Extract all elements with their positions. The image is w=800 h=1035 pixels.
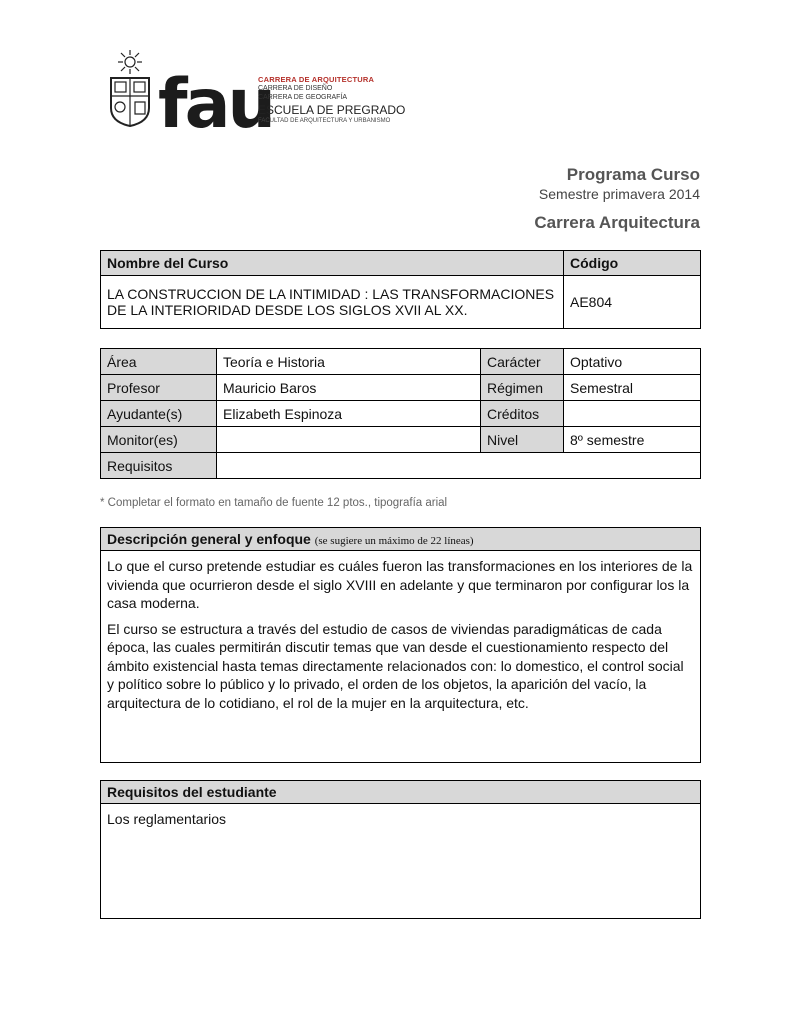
logo-line: ESCUELA DE PREGRADO <box>258 103 406 117</box>
requisitos-value <box>217 453 701 479</box>
descripcion-paragraph: Lo que el curso pretende estudiar es cuáles fueron las transformaciones en los interiores de la vivienda que ocurrieron desde el siglo XVIII en adelante y que terminaron por configurar los la casa moderna. <box>107 558 693 611</box>
nivel-value: 8º semestre <box>564 427 701 453</box>
descripcion-paragraph: El curso se estructura a través del estudio de casos de viviendas paradigmáticas de cada época, las cuales permitirán discutir temas que van desde el cuestionamiento respecto del ámbito existencial hasta temas directamente relacionados con: lo domestico, el control social y político sobre lo público y lo privado, el orden de los objetos, la aparición del vacío, la arquitectura de lo cotidiano, el rol de la mujer en la arquitectura, etc. <box>107 620 684 711</box>
creditos-value <box>564 401 701 427</box>
descripcion-body <box>101 551 700 725</box>
faculty-logo <box>108 50 408 144</box>
requisitos-estudiante-body: Los reglamentarios <box>107 811 227 827</box>
programa-title: Programa Curso <box>566 165 700 184</box>
requisitos-estudiante-section <box>100 780 701 919</box>
document-titles <box>534 165 700 233</box>
logo-line: CARRERA DE DISEÑO <box>258 85 333 92</box>
creditos-label: Créditos <box>481 401 564 427</box>
caracter-value: Optativo <box>564 349 701 375</box>
university-crest-icon <box>108 50 156 128</box>
course-name: LA CONSTRUCCION DE LA INTIMIDAD : LAS TRANSFORMACIONES DE LA INTERIORIDAD DESDE LOS SIGLOS XVII AL XX. <box>101 276 564 329</box>
format-note: * Completar el formato en tamaño de fuente 12 ptos., tipografía arial <box>100 497 448 509</box>
profesor-value: Mauricio Baros <box>217 375 481 401</box>
descripcion-hint: (se sugiere un máximo de 22 líneas) <box>314 535 474 547</box>
descripcion-title: Descripción general y enfoque <box>107 531 311 547</box>
logo-text <box>258 75 405 126</box>
regimen-label: Régimen <box>481 375 564 401</box>
profesor-label: Profesor <box>101 375 217 401</box>
monitor-label: Monitor(es) <box>101 427 217 453</box>
requisitos-label: Requisitos <box>101 453 217 479</box>
logo-line: CARRERA DE GEOGRAFÍA <box>258 94 348 101</box>
semestre-subtitle: Semestre primavera 2014 <box>538 186 700 202</box>
course-table <box>100 250 701 329</box>
carrera-title: Carrera Arquitectura <box>534 213 700 232</box>
course-info-table <box>100 348 701 479</box>
requisitos-estudiante-header: Requisitos del estudiante <box>101 781 700 804</box>
descripcion-section <box>100 527 701 763</box>
descripcion-header <box>101 528 700 551</box>
course-code-header: Código <box>564 251 701 276</box>
caracter-label: Carácter <box>481 349 564 375</box>
logo-line: CARRERA DE ARQUITECTURA <box>258 75 375 84</box>
course-name-header: Nombre del Curso <box>101 251 564 276</box>
monitor-value <box>217 427 481 453</box>
area-label: Área <box>101 349 217 375</box>
logo-line: FACULTAD DE ARQUITECTURA Y URBANISMO <box>258 118 391 124</box>
area-value: Teoría e Historia <box>217 349 481 375</box>
nivel-label: Nivel <box>481 427 564 453</box>
ayudante-label: Ayudante(s) <box>101 401 217 427</box>
ayudante-value: Elizabeth Espinoza <box>217 401 481 427</box>
fau-wordmark: fau <box>158 65 273 144</box>
course-code: AE804 <box>564 276 701 329</box>
regimen-value: Semestral <box>564 375 701 401</box>
